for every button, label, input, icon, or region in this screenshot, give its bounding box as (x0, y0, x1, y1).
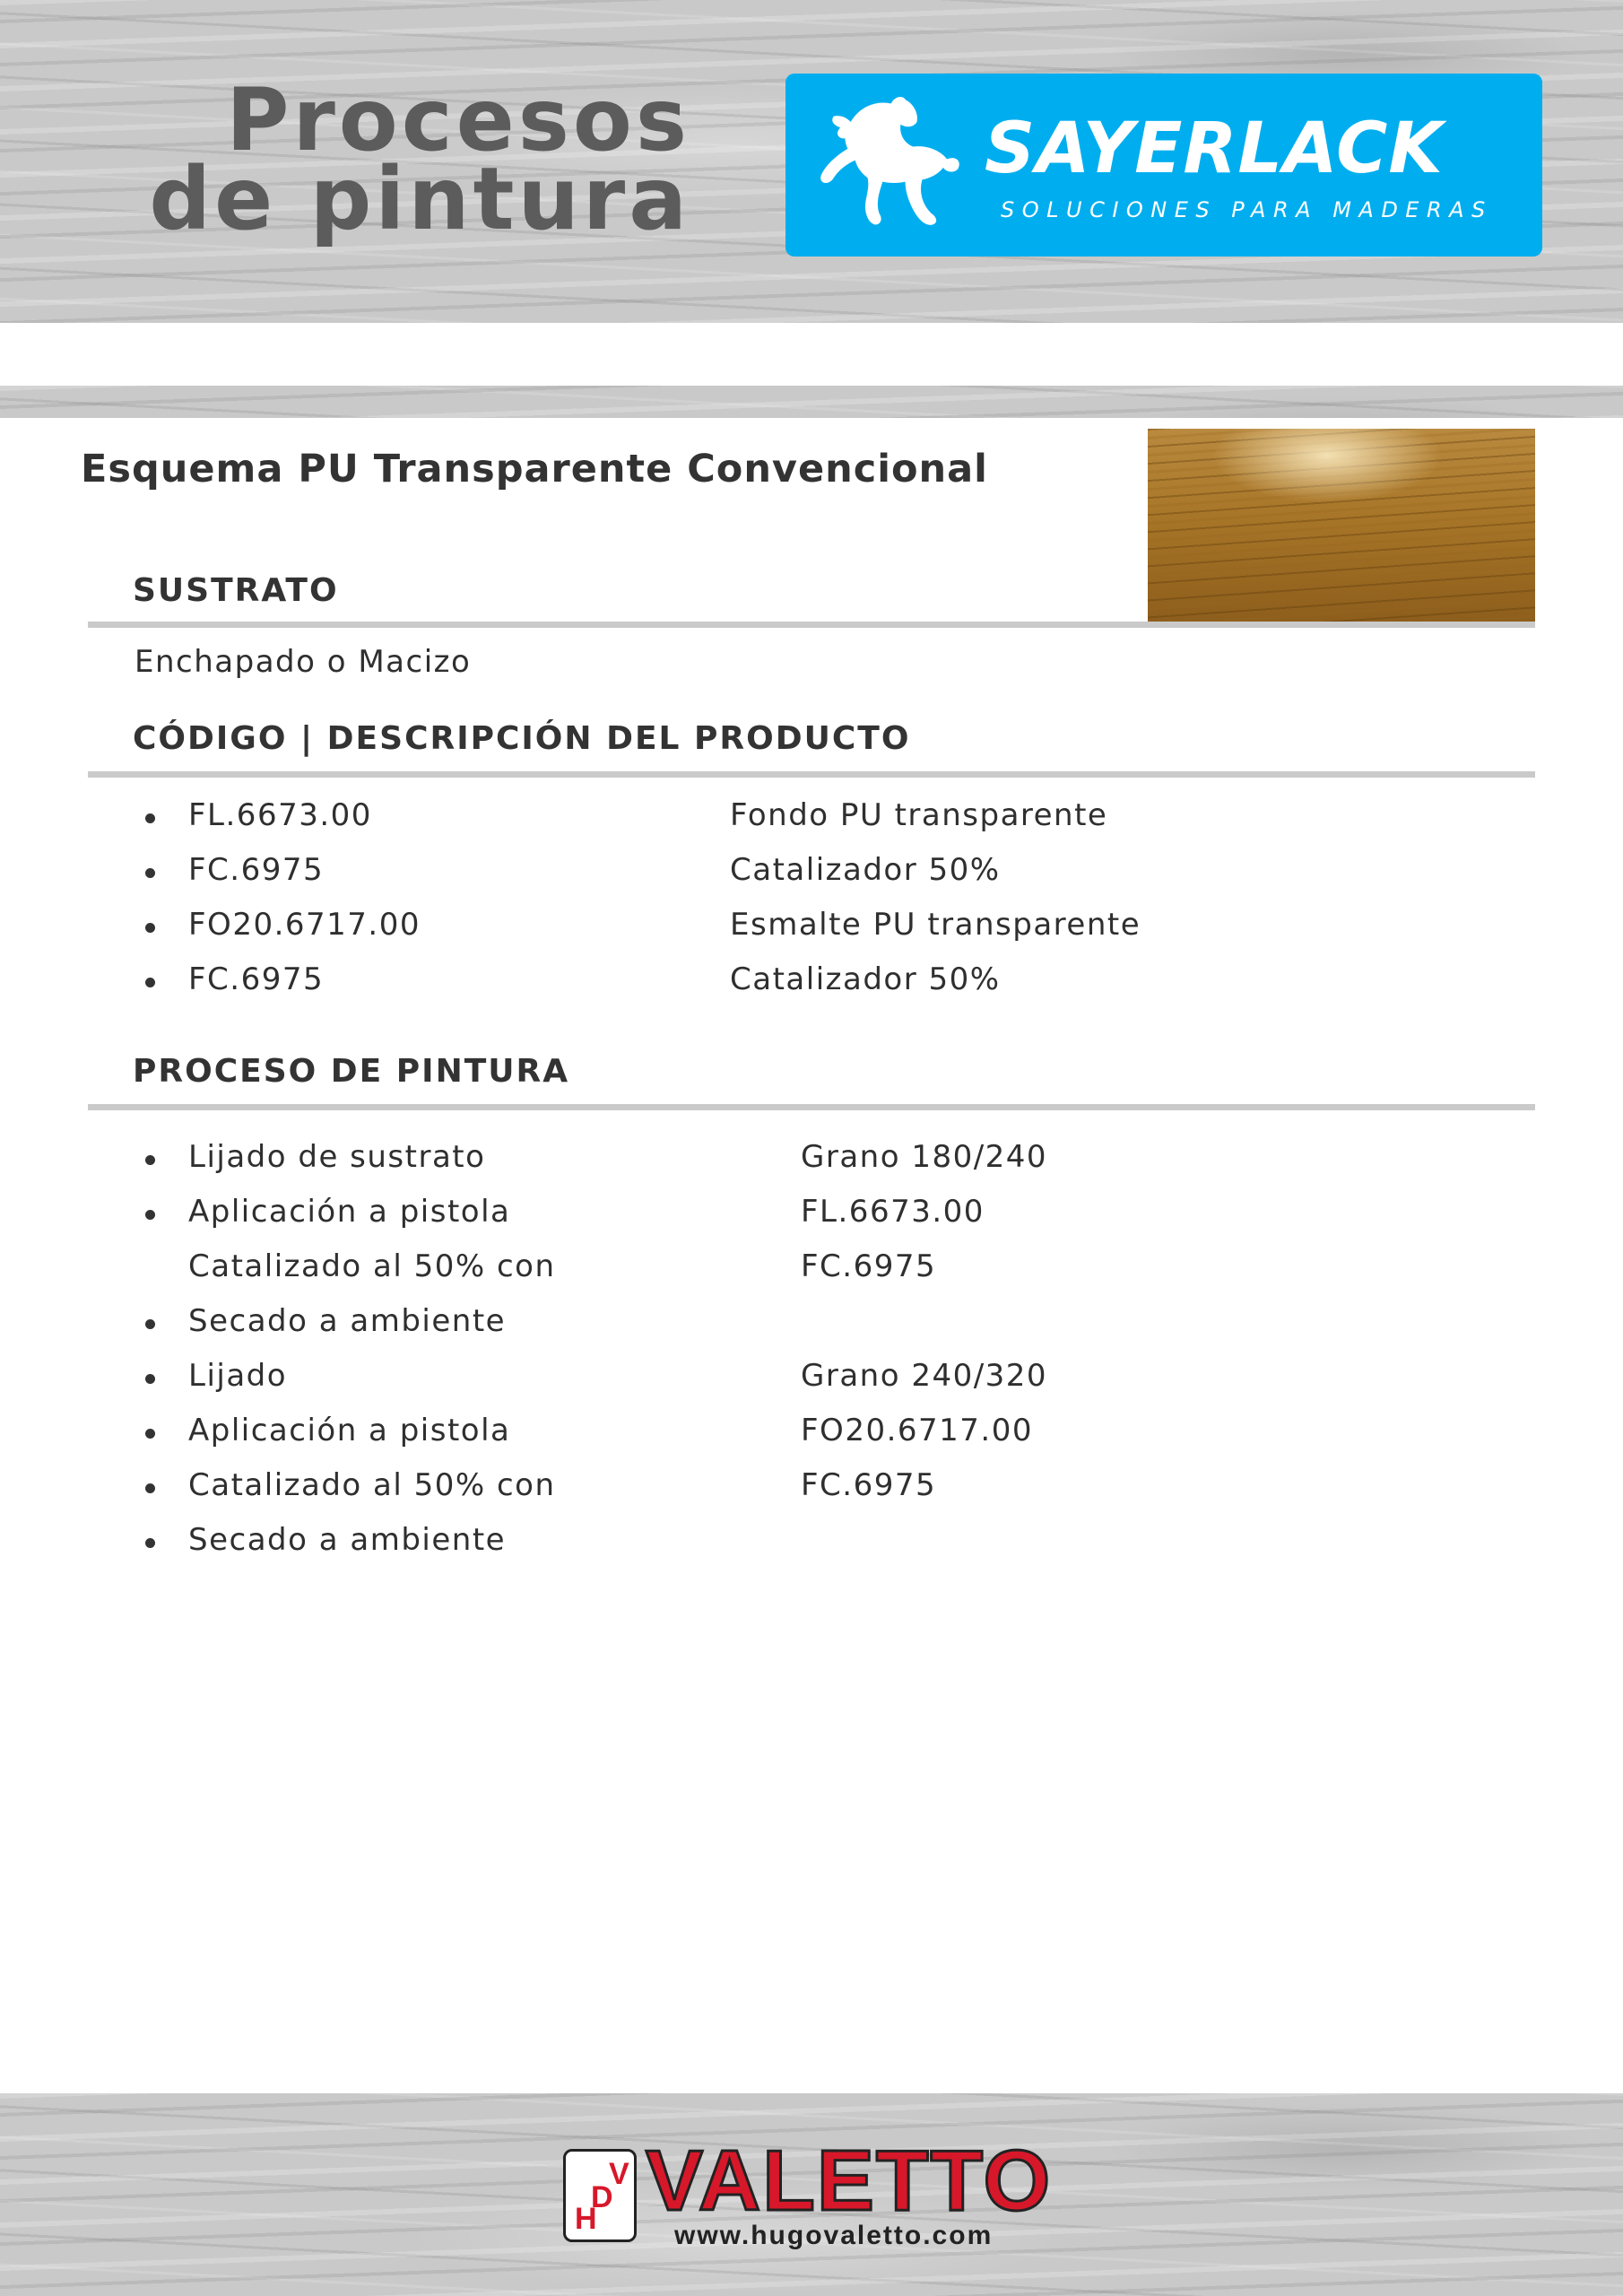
section-heading-products: CÓDIGO | DESCRIPCIÓN DEL PRODUCTO (133, 720, 911, 757)
process-list (135, 1134, 1480, 1571)
process-step: Secado a ambiente (188, 1522, 507, 1558)
horse-icon (812, 91, 965, 239)
logo-letter: D (591, 2180, 613, 2214)
logo-letter: H (575, 2202, 597, 2236)
scheme-title: Esquema PU Transparente Convencional (81, 447, 988, 491)
page-title-line2: de pintura (149, 149, 690, 249)
list-item (135, 1134, 1480, 1188)
logo-letter: V (609, 2157, 629, 2191)
product-code: FC.6975 (188, 961, 325, 997)
brand-tagline: SOLUCIONES PARA MADERAS (1001, 197, 1493, 222)
process-detail: FL.6673.00 (801, 1194, 985, 1230)
bullet-icon (145, 813, 155, 823)
product-code: FL.6673.00 (188, 797, 372, 833)
section-heading-process: PROCESO DE PINTURA (133, 1053, 570, 1090)
header-divider (0, 323, 1623, 335)
list-item (135, 792, 1480, 847)
product-description: Catalizador 50% (730, 852, 1001, 888)
list-item (135, 1407, 1480, 1462)
list-item (135, 956, 1480, 1011)
section-divider (88, 1104, 1535, 1110)
sayerlack-logo (785, 74, 1542, 257)
brand-name: SAYERLACK (985, 109, 1444, 189)
list-item (135, 1298, 1480, 1352)
section-divider (88, 771, 1535, 778)
process-step: Catalizado al 50% con (188, 1467, 556, 1503)
product-code: FO20.6717.00 (188, 907, 421, 943)
substrate-text: Enchapado o Macizo (135, 644, 472, 680)
process-step: Lijado de sustrato (188, 1139, 486, 1175)
process-step: Aplicación a pistola (188, 1413, 511, 1448)
process-step: Secado a ambiente (188, 1303, 507, 1339)
product-description: Esmalte PU transparente (730, 907, 1141, 943)
hdv-logo-icon (563, 2149, 637, 2242)
bullet-icon (145, 923, 155, 933)
process-detail: FC.6975 (801, 1248, 937, 1284)
footer-brand-name: VALETTO (646, 2133, 1053, 2229)
product-code: FC.6975 (188, 852, 325, 888)
list-item (135, 1243, 1480, 1298)
page-title-line1: Procesos (226, 70, 690, 170)
list-item (135, 901, 1480, 956)
section-heading-substrate: SUSTRATO (133, 572, 339, 609)
list-item (135, 1352, 1480, 1407)
bullet-icon (145, 1319, 155, 1329)
footer-url: www.hugovaletto.com (674, 2221, 994, 2250)
list-item (135, 1188, 1480, 1243)
process-detail: FO20.6717.00 (801, 1413, 1033, 1448)
process-step: Aplicación a pistola (188, 1194, 511, 1230)
bullet-icon (145, 1374, 155, 1384)
bullet-icon (145, 1155, 155, 1165)
process-detail: FC.6975 (801, 1467, 937, 1503)
page-title (149, 70, 690, 249)
list-item (135, 1517, 1480, 1571)
product-list (135, 792, 1480, 1011)
bullet-icon (145, 1210, 155, 1220)
product-description: Fondo PU transparente (730, 797, 1108, 833)
bullet-icon (145, 1429, 155, 1439)
process-step: Catalizado al 50% con (188, 1248, 556, 1284)
bullet-icon (145, 868, 155, 878)
process-detail: Grano 180/240 (801, 1139, 1048, 1175)
list-item (135, 1462, 1480, 1517)
section-divider (88, 622, 1535, 628)
product-description: Catalizador 50% (730, 961, 1001, 997)
list-item (135, 847, 1480, 901)
bullet-icon (145, 1483, 155, 1493)
process-detail: Grano 240/320 (801, 1358, 1048, 1394)
header-band (0, 386, 1623, 418)
wood-sample-image (1148, 429, 1535, 622)
header-divider (0, 355, 1623, 386)
process-step: Lijado (188, 1358, 288, 1394)
bullet-icon (145, 978, 155, 987)
bullet-icon (145, 1538, 155, 1548)
